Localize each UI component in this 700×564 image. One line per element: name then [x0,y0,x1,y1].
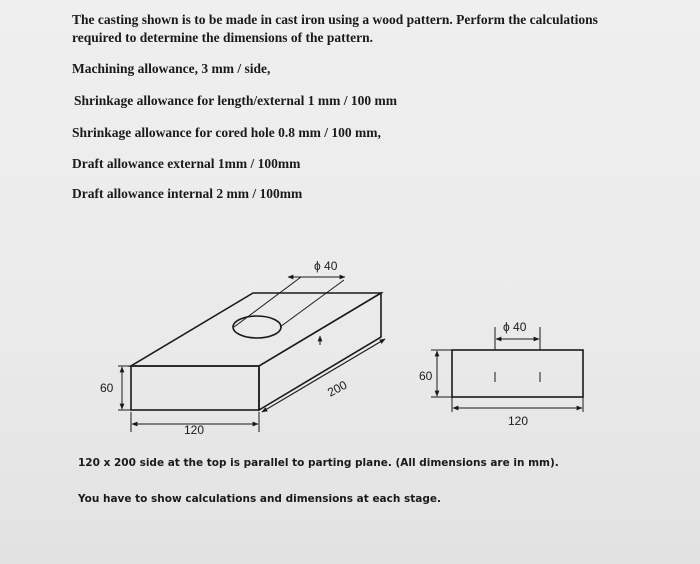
iso-side-face [259,293,381,410]
iso-depth-dim: 200 [325,377,350,400]
side-dimensions [431,327,583,412]
side-hole-dim: ϕ 40 [503,320,527,334]
instruction-note: You have to show calculations and dimensions at each stage. [78,493,441,505]
machining-allowance: Machining allowance, 3 mm / side, [72,61,271,76]
problem-intro-line-1: The casting shown is to be made in cast iron using a wood pattern. Perform the calculations [72,12,598,27]
iso-length-dim: 120 [184,423,205,437]
parting-plane-note: 120 x 200 side at the top is parallel to parting plane. (All dimensions are in mm). [78,457,559,469]
side-view [452,350,583,397]
side-height-dim: 60 [419,369,433,383]
draft-internal: Draft allowance internal 2 mm / 100mm [72,186,303,201]
iso-hole [233,316,281,338]
shrinkage-cored-hole: Shrinkage allowance for cored hole 0.8 mm / 100 mm, [72,125,381,140]
shrinkage-external: Shrinkage allowance for length/external 1 mm / 100 mm [74,93,397,108]
draft-external: Draft allowance external 1mm / 100mm [72,156,301,171]
iso-top-face [131,293,381,366]
iso-dimensions [118,277,385,432]
iso-hole-dim: ϕ 40 [314,259,338,273]
side-view-outline [452,350,583,397]
side-length-dim: 120 [508,414,529,428]
iso-front-face [131,366,259,410]
problem-intro-line-2: required to determine the dimensions of the pattern. [72,30,373,45]
iso-height-dim: 60 [100,381,114,395]
